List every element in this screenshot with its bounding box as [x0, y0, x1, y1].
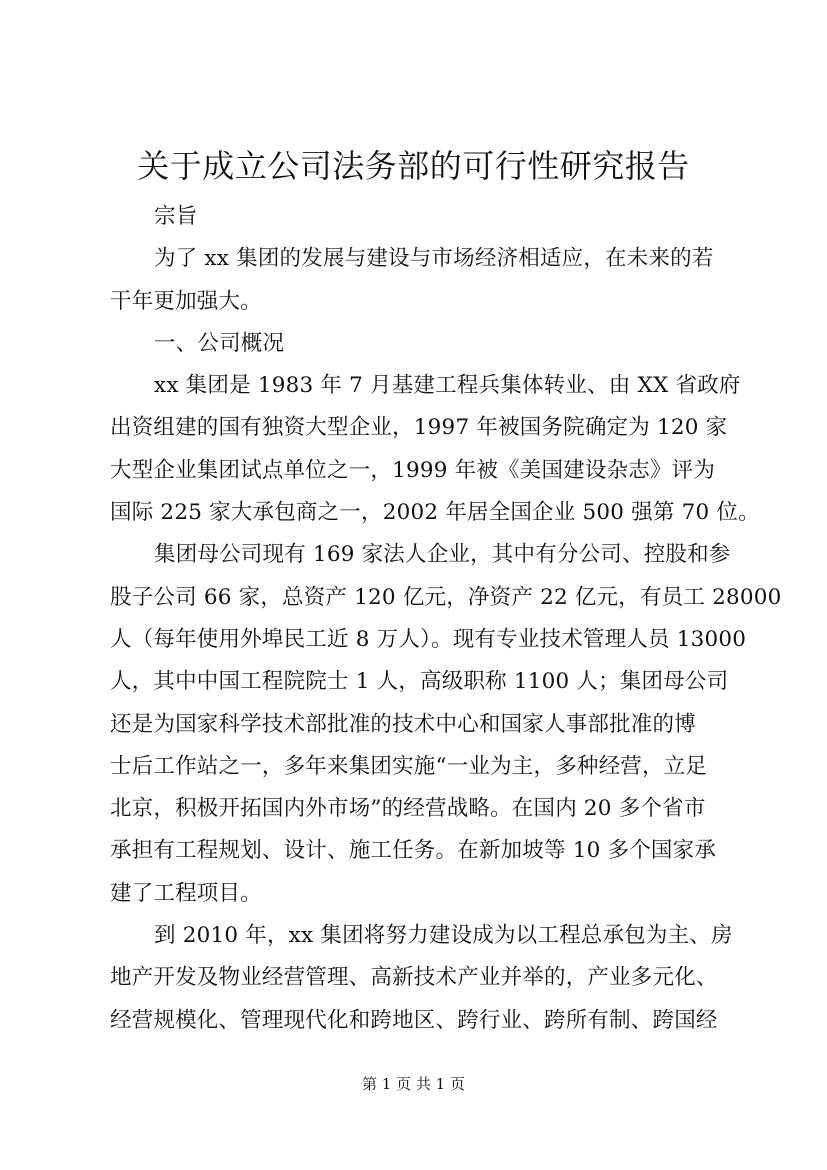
paragraph-line: 承担有工程规划、设计、施工任务。在新加坡等 10 多个国家承: [110, 838, 717, 864]
section-heading-purpose: 宗旨: [154, 204, 198, 229]
paragraph-line: 人（每年使用外埠民工近 8 万人）。现有专业技术管理人员 13000: [110, 626, 747, 652]
paragraph-line: 到 2010 年，xx 集团将努力建设成为以工程总承包为主、房: [154, 923, 733, 949]
document-title: 关于成立公司法务部的可行性研究报告: [137, 147, 690, 185]
document-body: [110, 196, 782, 1042]
paragraph-line: 为了 xx 集团的发展与建设与市场经济相适应，在未来的若: [154, 246, 714, 272]
paragraph-line: xx 集团是 1983 年 7 月基建工程兵集体转业、由 XX 省政府: [154, 373, 741, 399]
paragraph-line: 经营规模化、管理现代化和跨地区、跨行业、跨所有制、跨国经: [110, 1007, 718, 1033]
paragraph-line: 人，其中中国工程院院士 1 人，高级职称 1100 人；集团母公司: [110, 669, 729, 695]
paragraph-line: 国际 225 家大承包商之一，2002 年居全国企业 500 强第 70 位。: [110, 500, 760, 526]
paragraph-line: 建了工程项目。: [110, 880, 262, 906]
section-heading-company-overview: 一、公司概况: [154, 330, 285, 356]
paragraph-line: 大型企业集团试点单位之一，1999 年被《美国建设杂志》评为: [110, 457, 716, 483]
page-footer: 第 1 页 共 1 页: [362, 1075, 465, 1093]
paragraph-line: 出资组建的国有独资大型企业，1997 年被国务院确定为 120 家: [110, 415, 728, 441]
paragraph-line: 干年更加强大。: [110, 288, 262, 314]
paragraph-line: 集团母公司现有 169 家法人企业，其中有分公司、控股和参: [154, 542, 731, 568]
paragraph-line: 股子公司 66 家，总资产 120 亿元，净资产 22 亿元，有员工 28000: [110, 584, 782, 610]
paragraph-line: 北京，积极开拓国内外市场”的经营战略。在国内 20 多个省市: [110, 796, 706, 822]
paragraph-line: 士后工作站之一，多年来集团实施“一业为主，多种经营，立足: [110, 753, 708, 779]
paragraph-line: 还是为国家科学技术部批准的技术中心和国家人事部批准的博: [110, 711, 696, 737]
paragraph-line: 地产开发及物业经营管理、高新技术产业并举的，产业多元化、: [110, 965, 718, 991]
